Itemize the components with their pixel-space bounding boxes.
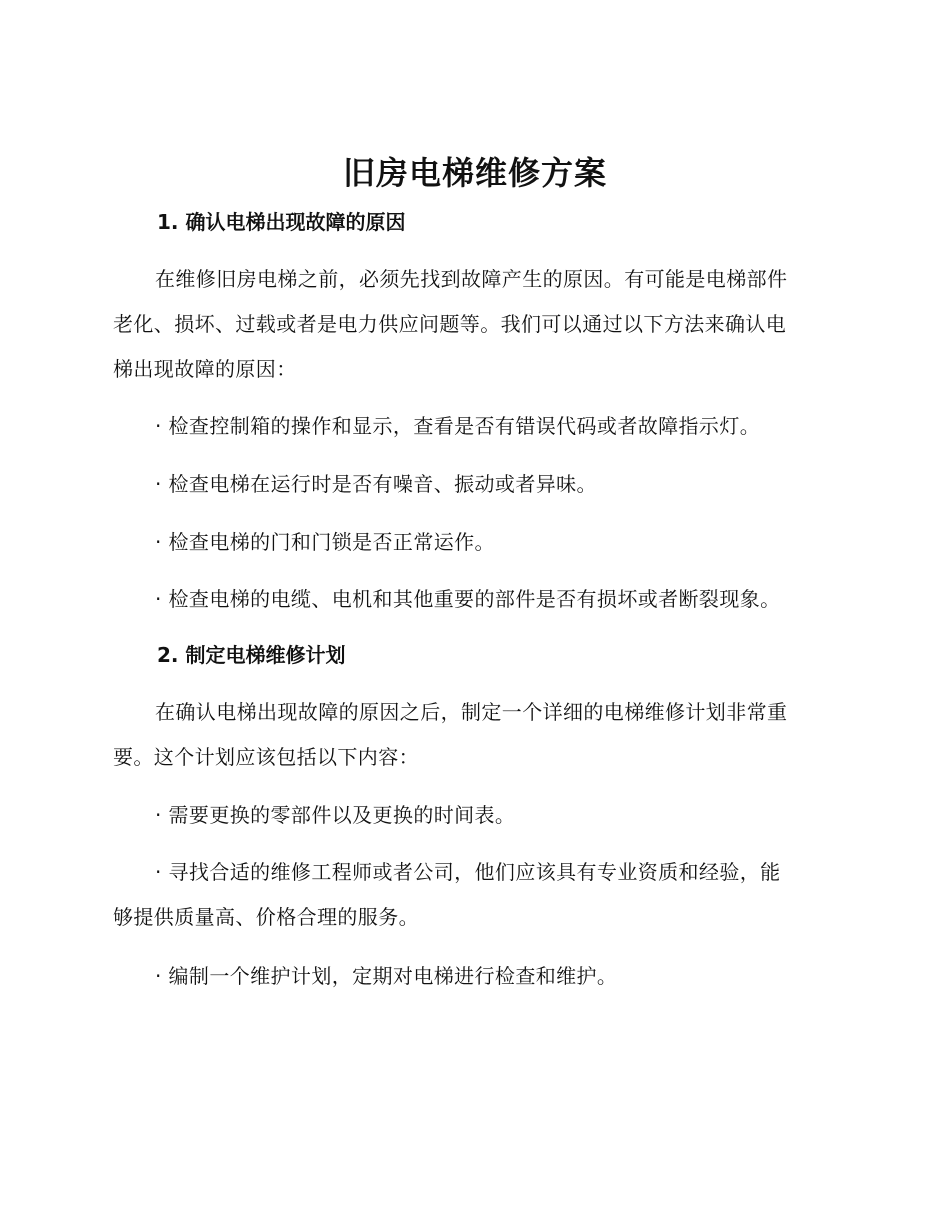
section-2-heading: 2. 制定电梯维修计划: [157, 643, 346, 667]
section-1-heading: 1. 确认电梯出现故障的原因: [157, 210, 406, 234]
section-2-bullet-2: [113, 850, 833, 940]
paragraph-line: 在确认电梯出现故障的原因之后，制定一个详细的电梯维修计划非常重: [155, 700, 788, 724]
paragraph-line: 老化、损坏、过载或者是电力供应问题等。我们可以通过以下方法来确认电: [113, 312, 787, 336]
document-title: 旧房电梯维修方案: [342, 154, 607, 192]
section-1-bullet-1: · 检查控制箱的操作和显示，查看是否有错误代码或者故障指示灯。: [155, 414, 761, 438]
section-2-bullet-3: · 编制一个维护计划，定期对电梯进行检查和维护。: [155, 964, 618, 988]
section-1-paragraph: [113, 257, 833, 392]
paragraph-line: 梯出现故障的原因：: [113, 357, 297, 381]
paragraph-line: 要。这个计划应该包括以下内容：: [113, 745, 419, 769]
section-2-paragraph: [113, 690, 833, 780]
bullet-line: · 寻找合适的维修工程师或者公司，他们应该具有专业资质和经验，能: [155, 860, 781, 884]
paragraph-line: 在维修旧房电梯之前，必须先找到故障产生的原因。有可能是电梯部件: [155, 267, 788, 291]
section-1-bullet-2: · 检查电梯在运行时是否有噪音、振动或者异味。: [155, 472, 597, 496]
section-1-bullet-4: · 检查电梯的电缆、电机和其他重要的部件是否有损坏或者断裂现象。: [155, 587, 781, 611]
bullet-line: 够提供质量高、价格合理的服务。: [113, 905, 419, 929]
section-2-bullet-1: · 需要更换的零部件以及更换的时间表。: [155, 803, 516, 827]
section-1-bullet-3: · 检查电梯的门和门锁是否正常运作。: [155, 530, 495, 554]
